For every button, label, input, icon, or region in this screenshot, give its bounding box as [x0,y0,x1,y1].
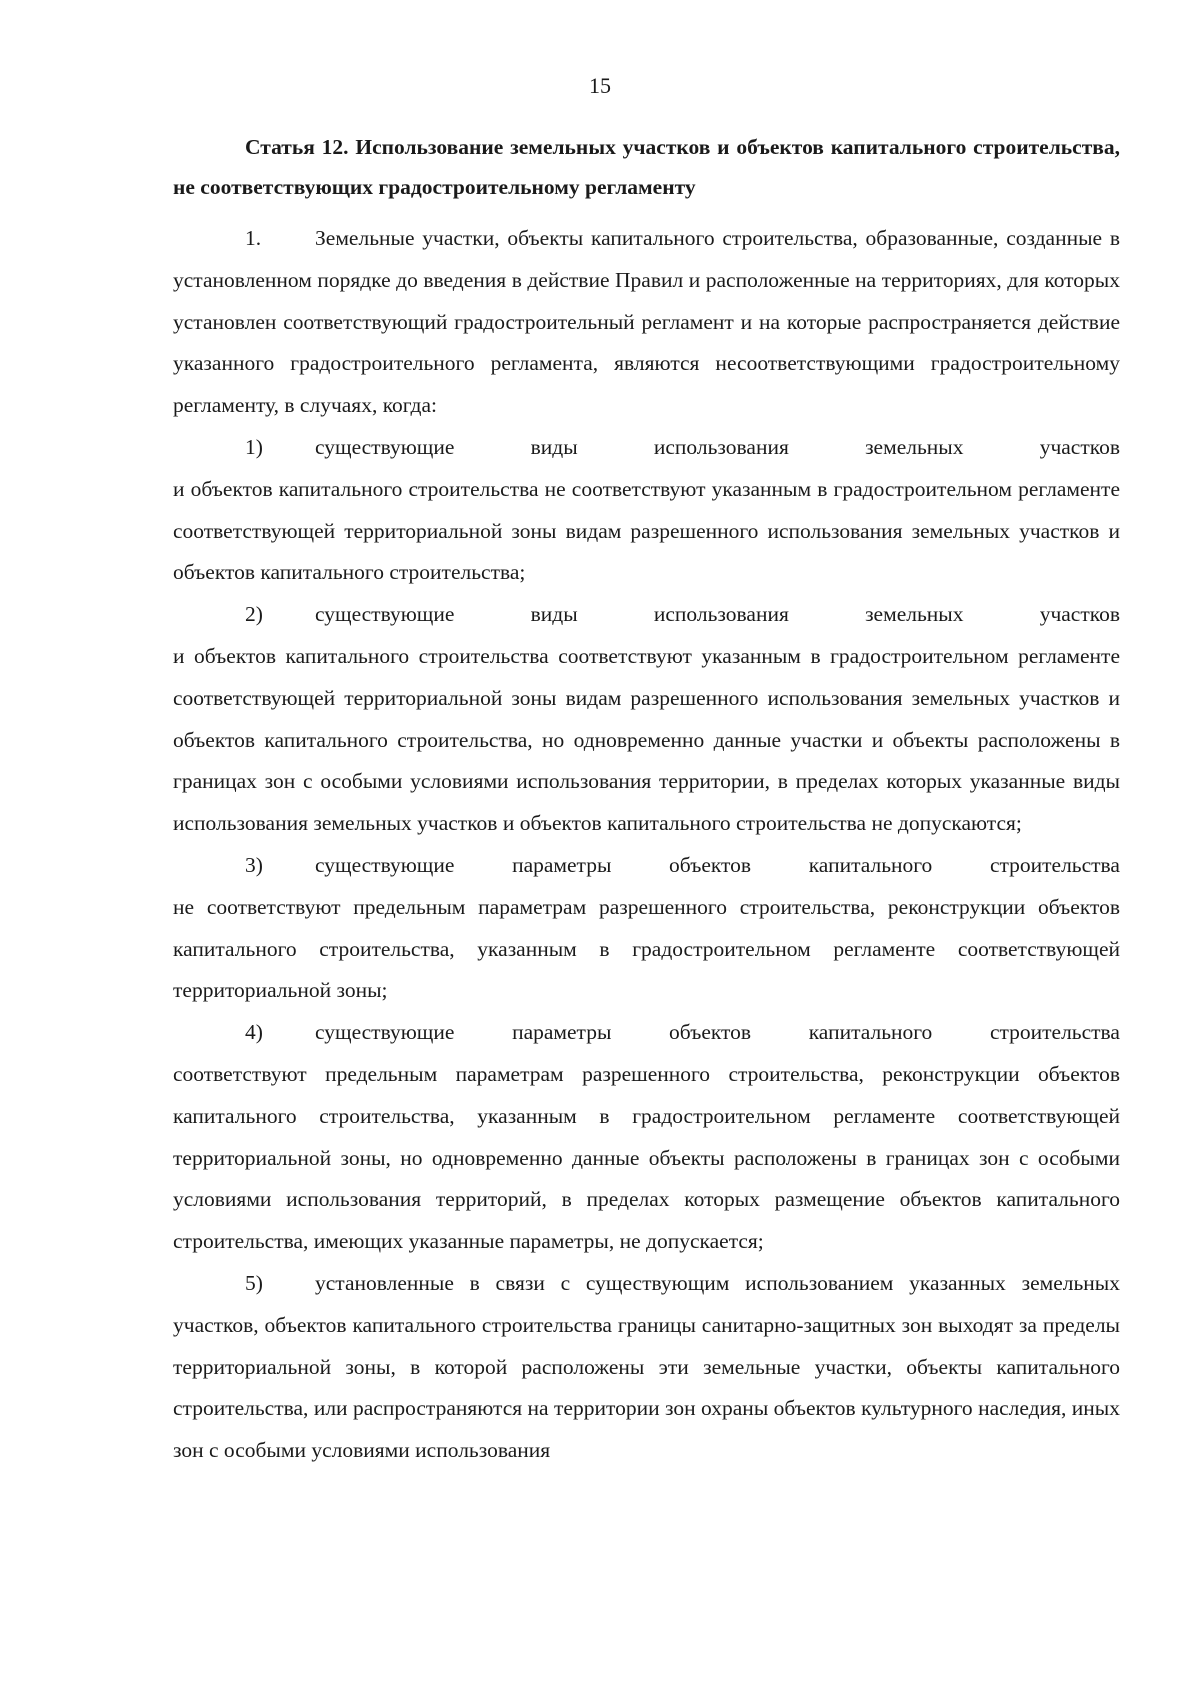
word: существующие [315,434,455,459]
word: параметры [512,1020,612,1045]
article-title: Статья 12. Использование земельных участков и объектов капитального строительства, не соответствующих градостроительному регламенту [173,135,1120,199]
list-item-text: не соответствуют предельным параметрам разрешенного строительства, реконструкции объектов капитального строительства, указанным в градостроительном регламенте соответствующей территориальной зоны; [173,894,1120,1003]
list-item-text: и объектов капитального строительства не соответствуют указанным в градостроительном регламенте соответствующей территориальной зоны видам разрешенного использования земельных участков и объектов капитального строительства; [173,476,1120,585]
word: существующие [315,602,455,627]
word: участков [1039,434,1120,459]
list-item-text: установленные в связи с существующим использованием указанных земельных участков, объектов капитального строительства границы санитарно-защитных зон выходят за пределы территориальной зоны, в которой расположены эти земельные участки, объекты капитального строительства, или распространяются на территории зон охраны объектов культурного наследия, иных зон с особыми условиями использования [173,1270,1120,1463]
list-item-first-line [173,594,1120,636]
list-item-text: и объектов капитального строительства соответствуют указанным в градостроительном регламенте соответствующей территориальной зоны видам разрешенного использования земельных участков и объектов капитального строительства, но одновременно данные участки и объекты расположены в границах зон с особыми условиями использования территории, в пределах которых указанные виды использования земельных участков и объектов капитального строительства не допускаются; [173,643,1120,836]
list-item-number: 5) [245,1270,263,1295]
word: строительства [989,852,1120,877]
word: земельных [865,434,964,459]
word: капитального [808,1020,933,1045]
word: использования [653,602,789,627]
list-item-first-line [173,845,1120,887]
list-item-first-line [173,1012,1120,1054]
word: земельных [865,602,964,627]
list-item-2 [173,594,1120,845]
list-item-4 [173,1012,1120,1263]
word: объектов [669,1020,752,1045]
word: виды [530,434,578,459]
list-item-text: соответствуют предельным параметрам разрешенного строительства, реконструкции объектов капитального строительства, указанным в градостроительном регламенте соответствующей территориальной зоны, но одновременно данные объекты расположены в границах зон с особыми условиями использования территорий, в пределах которых размещение объектов капитального строительства, имеющих указанные параметры, не допускается; [173,1061,1120,1254]
paragraph-text: Земельные участки, объекты капитального строительства, образованные, созданные в установленном порядке до введения в действие Правил и расположенные на территориях, для которых установлен соответствующий градостроительный регламент и на которые распространяется действие указанного градостроительного регламента, являются несоответствующими градостроительному регламенту, в случаях, когда: [173,226,1120,418]
word: существующие [315,1020,455,1045]
paragraph-number: 1. [245,226,262,250]
word: капитального [808,852,933,877]
word: участков [1039,602,1120,627]
word: параметры [512,852,612,877]
list-item-3 [173,845,1120,1012]
word: объектов [669,852,752,877]
list-item-number: 2) [245,602,263,627]
paragraph-1 [173,218,1120,427]
word: использования [653,434,789,459]
list-item-first-line [173,427,1120,469]
list-item-number: 3) [245,852,263,877]
word: виды [530,602,578,627]
list-item-1 [173,427,1120,594]
list-item-number: 4) [245,1020,263,1045]
list-item-5 [173,1263,1120,1472]
page-number: 15 [589,73,611,98]
article-body [173,218,1120,1472]
list-item-number: 1) [245,434,263,459]
word: строительства [989,1020,1120,1045]
word: существующие [315,852,455,877]
